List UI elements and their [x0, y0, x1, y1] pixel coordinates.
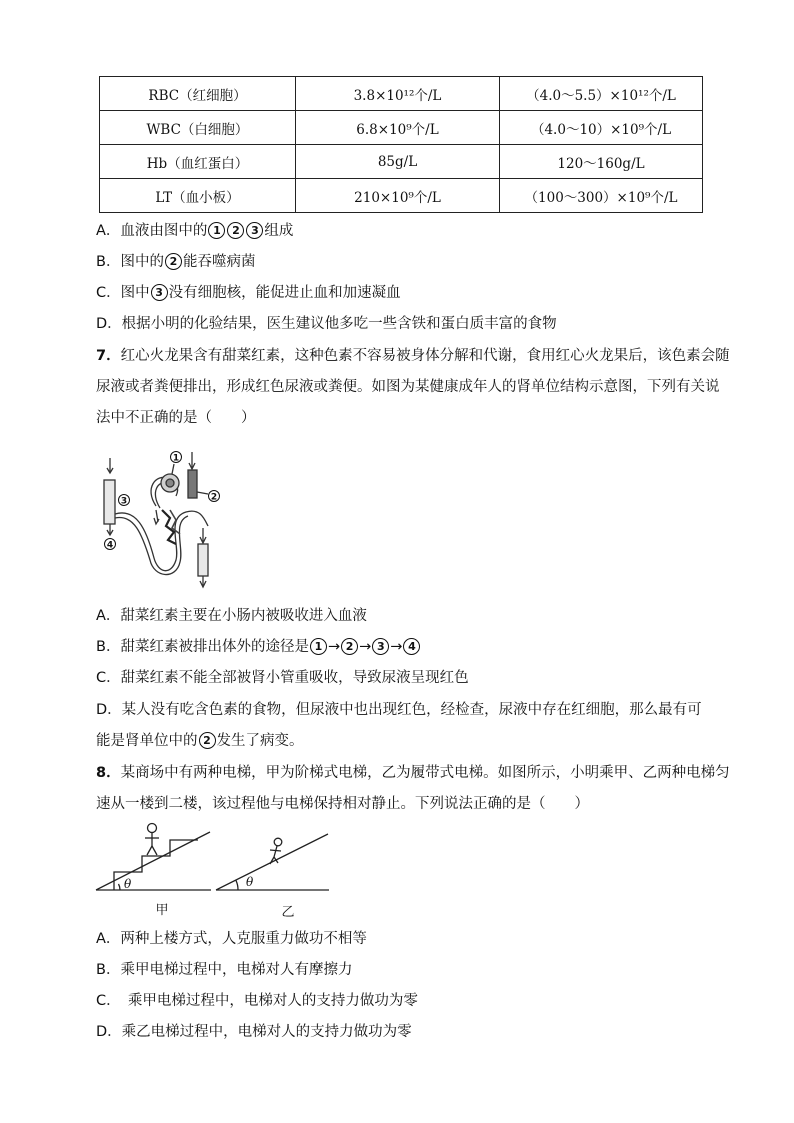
q7-option-c: C．甜菜红素不能全部被肾小管重吸收，导致尿液呈现红色	[96, 670, 469, 686]
q7-option-b: B．甜菜红素被排出体外的途径是 1 → 2 → 3 → 4	[96, 637, 421, 657]
table-row	[100, 145, 703, 179]
caption-jia: 甲	[155, 903, 169, 918]
nephron-diagram	[96, 448, 226, 588]
circle-number-3: 3	[151, 284, 168, 301]
q8-option-d: D．乘乙电梯过程中，电梯对人的支持力做功为零	[96, 1024, 412, 1040]
table-cell: 6.8×10⁹个/L	[296, 111, 500, 145]
q7-option-d-line-1: D．某人没有吃含色素的食物，但尿液中也出现红色，经检查，尿液中存在红细胞，那么最有可	[96, 702, 702, 718]
table-cell: RBC（红细胞）	[100, 77, 296, 111]
table-cell: LT（血小板）	[100, 179, 296, 213]
q6-option-a: A．血液由图中的 1 2 3 组成	[96, 223, 294, 239]
q7-stem-line-2: 尿液或者粪便排出，形成红色尿液或粪便。如图为某健康成年人的肾单位结构示意图，下列有关说	[96, 379, 720, 395]
circle-number-2: 2	[199, 732, 216, 749]
q7-stem-line-1: 7．红心火龙果含有甜菜红素，这种色素不容易被身体分解和代谢，食用红心火龙果后，该色素会随	[96, 348, 730, 364]
q7-option-a: A．甜菜红素主要在小肠内被吸收进入血液	[96, 608, 367, 624]
label-2: 2	[210, 492, 218, 503]
circle-number-2: 2	[341, 638, 358, 655]
label-1: 1	[172, 453, 180, 464]
table-cell: （4.0～5.5）×10¹²个/L	[500, 77, 703, 111]
table-cell: WBC（白细胞）	[100, 111, 296, 145]
table-row	[100, 111, 703, 145]
q7-option-d-line-2: 能是肾单位中的 2 发生了病变。	[96, 733, 304, 749]
circle-number-2: 2	[227, 222, 244, 239]
circle-number-1: 1	[208, 222, 225, 239]
escalator-diagram	[96, 820, 336, 920]
circle-number-4: 4	[403, 638, 420, 655]
blood-test-table	[99, 76, 703, 213]
table-cell: 85g/L	[296, 145, 500, 179]
circle-number-1: 1	[310, 638, 327, 655]
table-cell: （4.0～10）×10⁹个/L	[500, 111, 703, 145]
q6-option-c: C．图中 3 没有细胞核，能促进止血和加速凝血	[96, 285, 401, 301]
table-row	[100, 77, 703, 111]
label-4: 4	[106, 540, 114, 551]
label-3: 3	[120, 496, 128, 507]
table-cell: 120～160g/L	[500, 145, 703, 179]
q8-option-a: A．两种上楼方式，人克服重力做功不相等	[96, 931, 367, 947]
circle-number-3: 3	[372, 638, 389, 655]
table-cell: Hb（血红蛋白）	[100, 145, 296, 179]
table-row	[100, 179, 703, 213]
table-cell: （100～300）×10⁹个/L	[500, 179, 703, 213]
theta-label-yi: θ	[246, 875, 254, 889]
q8-option-b: B．乘甲电梯过程中，电梯对人有摩擦力	[96, 962, 353, 978]
theta-label-jia: θ	[124, 877, 132, 891]
table-cell: 3.8×10¹²个/L	[296, 77, 500, 111]
q6-option-d: D．根据小明的化验结果，医生建议他多吃一些含铁和蛋白质丰富的食物	[96, 316, 557, 332]
q6-option-b: B．图中的 2 能吞噬病菌	[96, 254, 256, 270]
caption-yi: 乙	[281, 905, 295, 920]
q8-stem-line-1: 8．某商场中有两种电梯，甲为阶梯式电梯，乙为履带式电梯。如图所示，小明乘甲、乙两种电梯匀	[96, 765, 730, 781]
q7-stem-line-3: 法中不正确的是（ ）	[96, 410, 256, 426]
q8-option-c: C． 乘甲电梯过程中，电梯对人的支持力做功为零	[96, 993, 418, 1009]
table-cell: 210×10⁹个/L	[296, 179, 500, 213]
q8-stem-line-2: 速从一楼到二楼，该过程他与电梯保持相对静止。下列说法正确的是（ ）	[96, 796, 589, 812]
circle-number-3: 3	[246, 222, 263, 239]
circle-number-2: 2	[165, 253, 182, 270]
